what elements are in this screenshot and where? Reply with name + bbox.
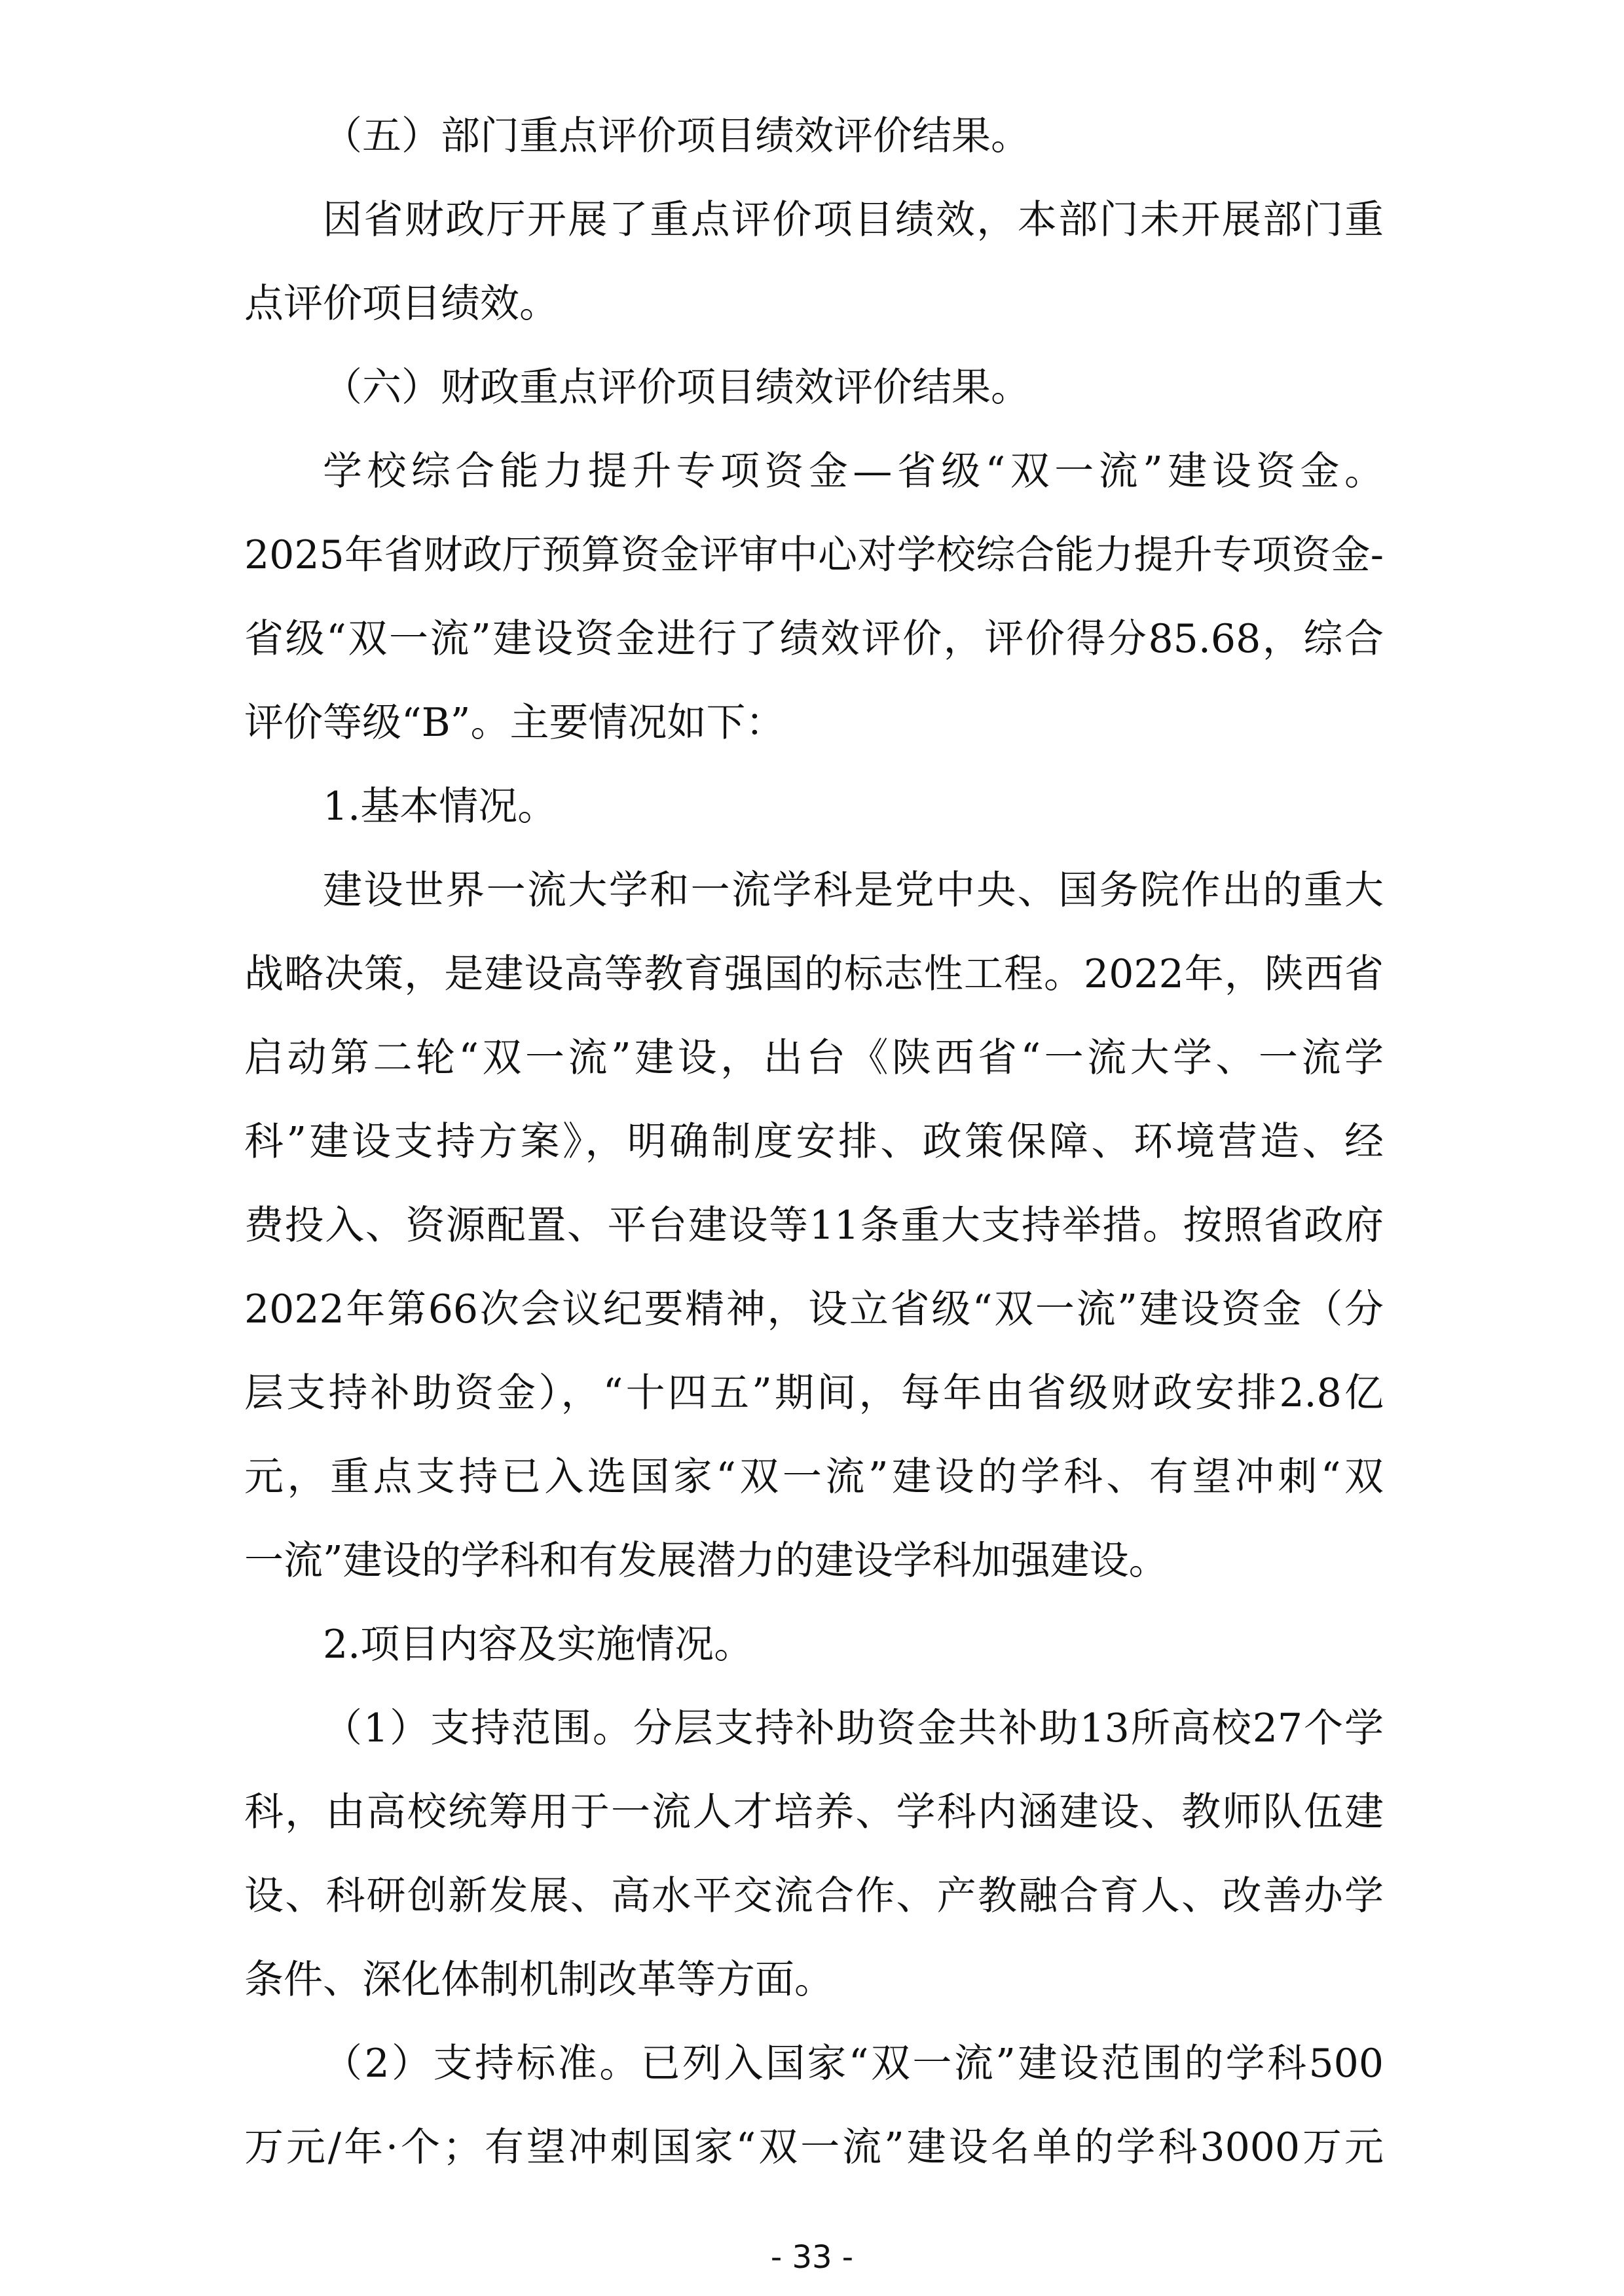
paragraph-line: 条件、深化体制机制改革等方面。 [244, 1957, 834, 2003]
paragraph-line: 2025年省财政厅预算资金评审中心对学校综合能力提升专项资金- [244, 532, 1384, 578]
paragraph-line: （1）支持范围。分层支持补助资金共补助13所高校27个学 [323, 1705, 1384, 1751]
paragraph-line: 科”建设支持方案》，明确制度安排、政策保障、环境营造、经 [244, 1119, 1384, 1165]
paragraph-line: 元，重点支持已入选国家“双一流”建设的学科、有望冲刺“双 [244, 1454, 1384, 1500]
paragraph-line: 万元/年·个；有望冲刺国家“双一流”建设名单的学科3000万元 [244, 2124, 1384, 2170]
paragraph-line: 建设世界一流大学和一流学科是党中央、国务院作出的重大 [323, 867, 1384, 913]
paragraph-line: 科，由高校统筹用于一流人才培养、学科内涵建设、教师队伍建 [244, 1789, 1384, 1835]
paragraph-line: 一流”建设的学科和有发展潜力的建设学科加强建设。 [244, 1538, 1168, 1584]
paragraph-line: 费投入、资源配置、平台建设等11条重大支持举措。按照省政府 [244, 1203, 1384, 1248]
paragraph-line: 层支持补助资金），“十四五”期间，每年由省级财政安排2.8亿 [244, 1370, 1384, 1416]
paragraph-line: 学校综合能力提升专项资金—省级“双一流”建设资金。 [323, 448, 1384, 494]
paragraph-line: 战略决策，是建设高等教育强国的标志性工程。2022年，陕西省 [244, 951, 1384, 997]
section-heading-five: （五）部门重点评价项目绩效评价结果。 [323, 113, 1030, 159]
paragraph-line: （2）支持标准。已列入国家“双一流”建设范围的学科500 [323, 2041, 1384, 2086]
paragraph-line: 设、科研创新发展、高水平交流合作、产教融合育人、改善办学 [244, 1873, 1384, 1919]
paragraph-line: 启动第二轮“双一流”建设，出台《陕西省“一流大学、一流学 [244, 1035, 1384, 1081]
paragraph-line: 评价等级“B”。主要情况如下： [244, 700, 785, 746]
section-heading-six: （六）财政重点评价项目绩效评价结果。 [323, 365, 1030, 410]
page-number: - 33 - [770, 2239, 854, 2276]
paragraph-line: 点评价项目绩效。 [244, 281, 559, 327]
paragraph-line: 2022年第66次会议纪要精神，设立省级“双一流”建设资金（分 [244, 1286, 1384, 1332]
paragraph-line: 因省财政厅开展了重点评价项目绩效，本部门未开展部门重 [323, 197, 1384, 243]
paragraph-line: 省级“双一流”建设资金进行了绩效评价，评价得分85.68，综合 [244, 616, 1384, 662]
subsection-heading-basic: 1.基本情况。 [323, 784, 557, 829]
subsection-heading-content: 2.项目内容及实施情况。 [323, 1622, 754, 1667]
